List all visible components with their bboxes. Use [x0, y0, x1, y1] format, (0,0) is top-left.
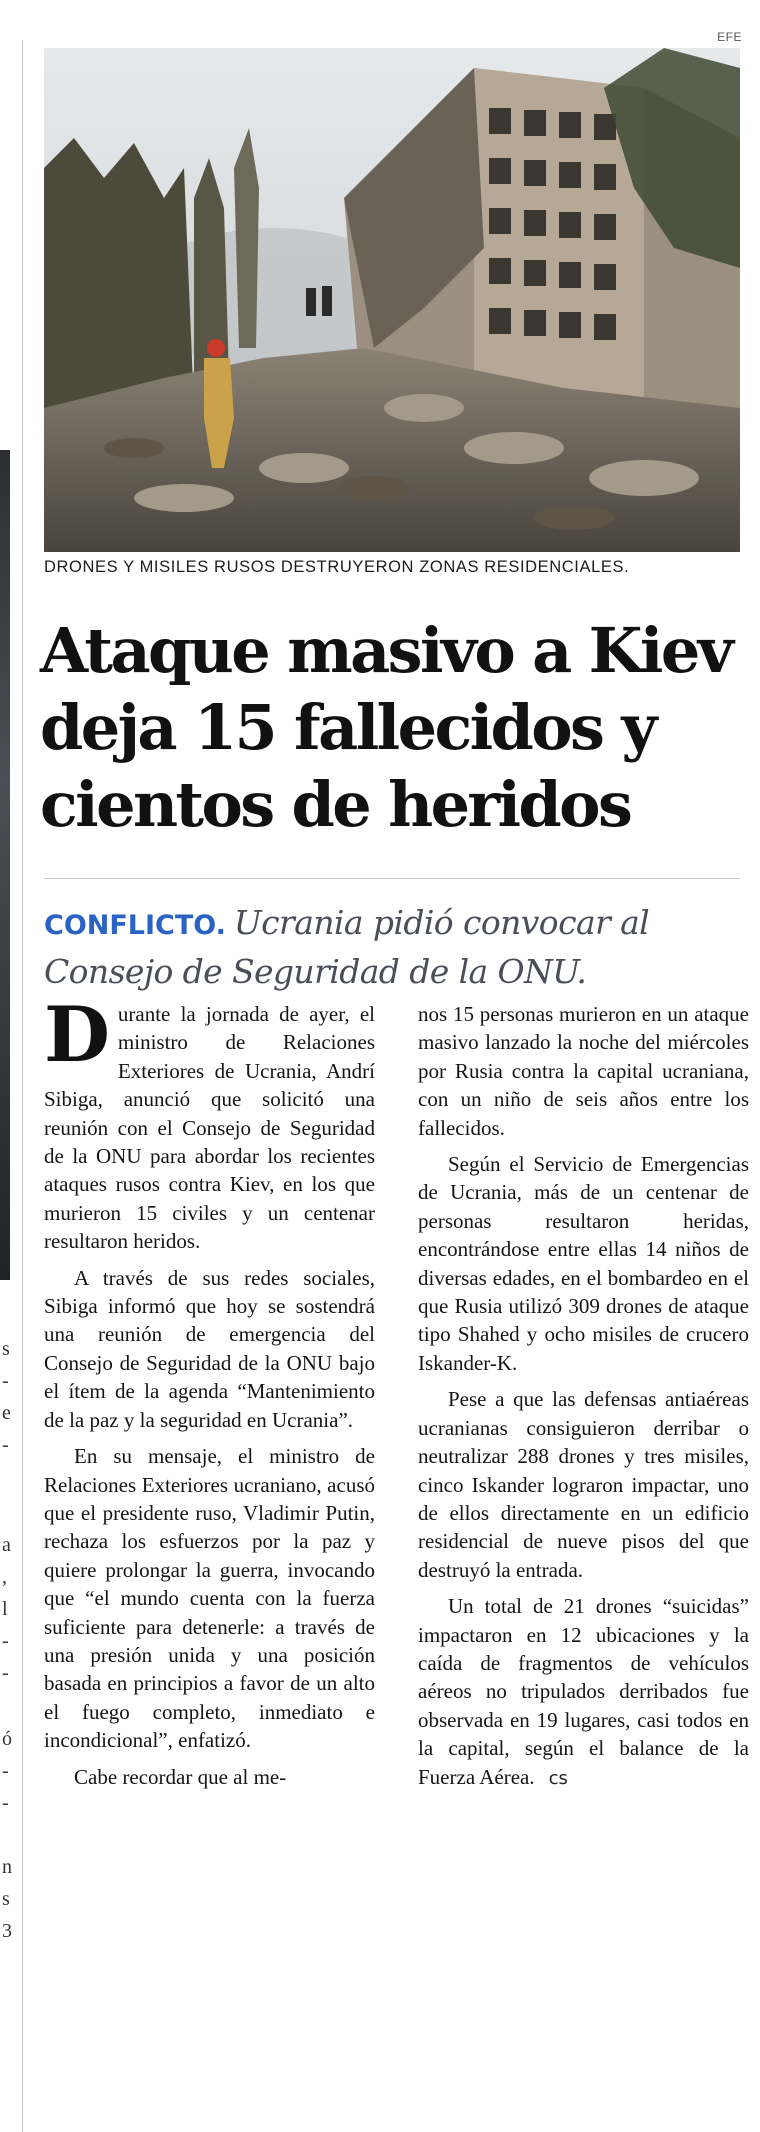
subheadline-text: Ucrania pidió convocar al Consejo de Seguridad de la ONU. [44, 903, 650, 991]
end-mark-icon: cs [548, 1767, 568, 1789]
photo-caption: DRONES Y MISILES RUSOS DESTRUYERON ZONAS RESIDENCIALES. [44, 558, 630, 576]
fragment-char: - [2, 1662, 9, 1684]
fragment-char: - [2, 1630, 9, 1652]
fragment-char: - [2, 1792, 9, 1814]
destroyed-building-image [44, 48, 740, 552]
fragment-char: l [2, 1598, 8, 1620]
headline-rule [44, 878, 740, 879]
body-paragraph: Cabe recordar que al me- [74, 1764, 287, 1789]
column-divider [22, 40, 23, 2132]
adjacent-article-fragment [0, 40, 22, 2132]
body-paragraph: Pese a que las defensas antiaéreas ucranianas consiguieron derribar o neutralizar 288 drones y tres misiles, cinco Iskander lograron impactar, uno de ellos directamente en un edificio residencial de nueve pisos del que destruyó la entrada. [418, 1387, 749, 1582]
section-kicker: CONFLICTO. [44, 910, 226, 941]
fragment-char: ó [2, 1728, 12, 1750]
fragment-char: n [2, 1856, 12, 1878]
body-paragraph: nos 15 personas murieron en un ataque masivo lanzado la noche del miércoles por Rusia contra la capital ucraniana, con un niño de seis años entre los fallecidos. [418, 1002, 749, 1140]
adjacent-photo-edge [0, 450, 10, 1280]
headline-line: deja 15 fallecidos y [40, 691, 655, 764]
fragment-char: e [2, 1402, 11, 1424]
fragment-char: a [2, 1534, 11, 1556]
fragment-char: s [2, 1888, 10, 1910]
fragment-char: , [2, 1566, 7, 1588]
headline-line: cientos de heridos [40, 768, 631, 841]
headline [40, 612, 740, 843]
fragment-char: - [2, 1760, 9, 1782]
subheadline [44, 900, 744, 995]
article-column-right [418, 1000, 749, 1801]
body-paragraph [44, 990, 375, 1256]
body-paragraph: Según el Servicio de Emergencias de Ucrania, más de un centenar de personas resultaron heridas, encontrándose entre ellas 14 niños de diversas edades, en el bombardeo en el que Rusia utilizó 309 drones de ataque tipo Shahed y ocho misiles de crucero Iskander-K. [418, 1152, 749, 1375]
fragment-char: - [2, 1434, 9, 1456]
fragment-char: - [2, 1370, 9, 1392]
news-photo [44, 48, 740, 552]
headline-line: Ataque masivo a Kiev [40, 614, 732, 687]
body-paragraph: En su mensaje, el ministro de Relaciones Exteriores ucraniano, acusó que el presidente ruso, Vladimir Putin, rechaza los esfuerzos por la paz y quiere prolongar la guerra, invocando que “el mundo cuenta con la fuerza suficiente para detenerle: a través de una presión unida y una posición basada en principios a favor de un alto el fuego completo, inmediato e incondicional”, enfatizó. [44, 1444, 375, 1753]
paragraph-text: urante la jornada de ayer, el ministro de Relaciones Exteriores de Ucrania, Andrí Sibiga, anunció que solicitó una reunión con el Consejo de Seguridad de la ONU para abordar los recientes ataques rusos contra Kiev, en los que murieron 15 civiles y un centenar resultaron heridos. [44, 1002, 375, 1254]
body-paragraph: A través de sus redes sociales, Sibiga informó que hoy se sostendrá una reunión de emergencia del Consejo de Seguridad de la ONU bajo el ítem de la agenda “Mantenimiento de la paz y la seguridad en Ucrania”. [44, 1265, 375, 1432]
body-paragraph [418, 1592, 749, 1793]
paragraph-text: Un total de 21 drones “suicidas” impactaron en 12 ubicaciones y la caída de fragmentos de vehículos aéreos no tripulados derribados fue observada en 19 lugares, casi todos en la capital, según el balance de la Fuerza Aérea. [418, 1594, 749, 1789]
photo-credit: EFE [717, 30, 742, 44]
drop-cap: D [44, 990, 110, 1079]
fragment-char: 3 [2, 1920, 12, 1942]
article-column-left [44, 990, 375, 1799]
fragment-char: s [2, 1338, 10, 1360]
